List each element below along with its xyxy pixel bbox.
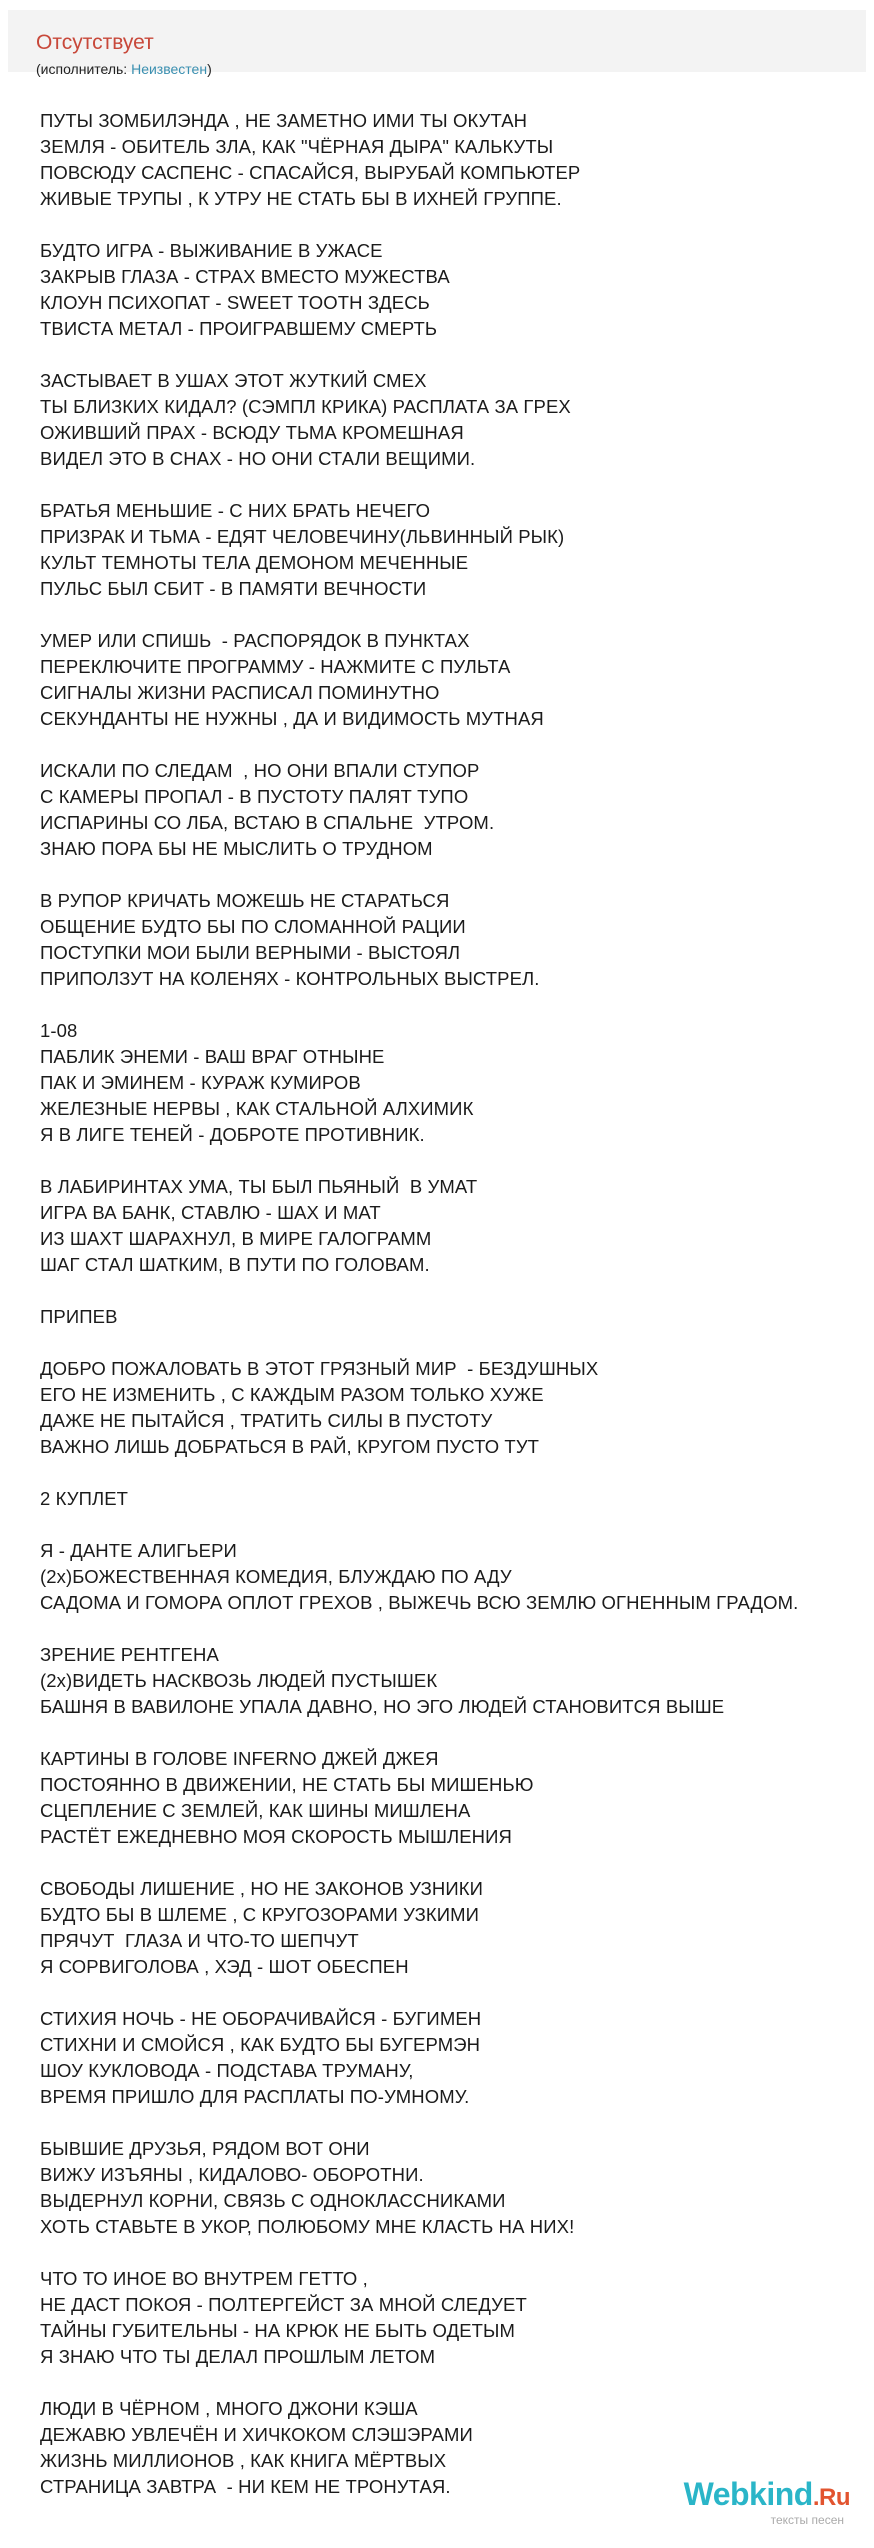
lyric-line: ВЫДЕРНУЛ КОРНИ, СВЯЗЬ С ОДНОКЛАССНИКАМИ	[40, 2190, 506, 2211]
lyric-line: (2х)ВИДЕТЬ НАСКВОЗЬ ЛЮДЕЙ ПУСТЫШЕК	[40, 1670, 438, 1691]
lyric-line: С КАМЕРЫ ПРОПАЛ - В ПУСТОТУ ПАЛЯТ ТУПО	[40, 786, 469, 807]
lyric-line: НЕ ДАСТ ПОКОЯ - ПОЛТЕРГЕЙСТ ЗА МНОЙ СЛЕДУЕТ	[40, 2294, 527, 2315]
lyric-line: ПРЯЧУТ ГЛАЗА И ЧТО-ТО ШЕПЧУТ	[40, 1930, 359, 1951]
logo-name: Webkind	[683, 2476, 813, 2512]
lyric-line: ПРИПОЛЗУТ НА КОЛЕНЯХ - КОНТРОЛЬНЫХ ВЫСТРЕЛ.	[40, 968, 540, 989]
lyric-line: ВИДЕЛ ЭТО В СНАХ - НО ОНИ СТАЛИ ВЕЩИМИ.	[40, 448, 476, 469]
lyric-line: СТИХИЯ НОЧЬ - НЕ ОБОРАЧИВАЙСЯ - БУГИМЕН	[40, 2008, 482, 2029]
lyric-line: ВРЕМЯ ПРИШЛО ДЛЯ РАСПЛАТЫ ПО-УМНОМУ.	[40, 2086, 470, 2107]
lyric-line: ЛЮДИ В ЧЁРНОМ , МНОГО ДЖОНИ КЭША	[40, 2398, 418, 2419]
lyric-line: Я В ЛИГЕ ТЕНЕЙ - ДОБРОТЕ ПРОТИВНИК.	[40, 1124, 425, 1145]
lyric-line: ДОБРО ПОЖАЛОВАТЬ В ЭТОТ ГРЯЗНЫЙ МИР - БЕЗДУШНЫХ	[40, 1358, 599, 1379]
lyric-line: РАСТЁТ ЕЖЕДНЕВНО МОЯ СКОРОСТЬ МЫШЛЕНИЯ	[40, 1826, 512, 1847]
lyric-line: ПАК И ЭМИНЕМ - КУРАЖ КУМИРОВ	[40, 1072, 361, 1093]
lyric-line: ЗЕМЛЯ - ОБИТЕЛЬ ЗЛА, КАК "ЧЁРНАЯ ДЫРА" КАЛЬКУТЫ	[40, 136, 554, 157]
lyric-line: САДОМА И ГОМОРА ОПЛОТ ГРЕХОВ , ВЫЖЕЧЬ ВСЮ ЗЕМЛЮ ОГНЕННЫМ ГРАДОМ.	[40, 1592, 799, 1613]
lyric-line: ЗАКРЫВ ГЛАЗА - СТРАХ ВМЕСТО МУЖЕСТВА	[40, 266, 450, 287]
lyric-line: СВОБОДЫ ЛИШЕНИЕ , НО НЕ ЗАКОНОВ УЗНИКИ	[40, 1878, 484, 1899]
lyric-line: КУЛЬТ ТЕМНОТЫ ТЕЛА ДЕМОНОМ МЕЧЕННЫЕ	[40, 552, 469, 573]
lyric-line: 1-08	[40, 1020, 78, 1041]
lyric-line: ПРИПЕВ	[40, 1306, 118, 1327]
lyric-line: ХОТЬ СТАВЬТЕ В УКОР, ПОЛЮБОМУ МНЕ КЛАСТЬ НА НИХ!	[40, 2216, 575, 2237]
artist-suffix: )	[207, 61, 212, 77]
lyric-stanza-gap	[40, 212, 870, 238]
lyric-stanza-gap	[40, 1330, 870, 1356]
lyric-line: ТАЙНЫ ГУБИТЕЛЬНЫ - НА КРЮК НЕ БЫТЬ ОДЕТЫМ	[40, 2320, 516, 2341]
lyric-line: ЖИЗНЬ МИЛЛИОНОВ , КАК КНИГА МЁРТВЫХ	[40, 2450, 447, 2471]
lyric-line: ШАГ СТАЛ ШАТКИМ, В ПУТИ ПО ГОЛОВАМ.	[40, 1254, 430, 1275]
lyric-line: ОБЩЕНИЕ БУДТО БЫ ПО СЛОМАННОЙ РАЦИИ	[40, 916, 466, 937]
logo-subtitle: тексты песен	[770, 2513, 844, 2527]
lyric-line: ТЫ БЛИЗКИХ КИДАЛ? (СЭМПЛ КРИКА) РАСПЛАТА ЗА ГРЕХ	[40, 396, 571, 417]
lyric-line: ИГРА ВА БАНК, СТАВЛЮ - ШАХ И МАТ	[40, 1202, 381, 1223]
lyric-line: ВАЖНО ЛИШЬ ДОБРАТЬСЯ В РАЙ, КРУГОМ ПУСТО ТУТ	[40, 1436, 540, 1457]
lyric-stanza-gap	[40, 1616, 870, 1642]
lyric-line: ЕГО НЕ ИЗМЕНИТЬ , С КАЖДЫМ РАЗОМ ТОЛЬКО ХУЖЕ	[40, 1384, 544, 1405]
lyric-line: Я СОРВИГОЛОВА , ХЭД - ШОТ ОБЕСПЕН	[40, 1956, 409, 1977]
lyric-line: В ЛАБИРИНТАХ УМА, ТЫ БЫЛ ПЬЯНЫЙ В УМАТ	[40, 1176, 478, 1197]
lyric-line: БУДТО ИГРА - ВЫЖИВАНИЕ В УЖАСЕ	[40, 240, 383, 261]
lyric-stanza-gap	[40, 1460, 870, 1486]
artist-line	[36, 62, 212, 76]
lyric-line: СТИХНИ И СМОЙСЯ , КАК БУДТО БЫ БУГЕРМЭН	[40, 2034, 481, 2055]
lyric-line: БАШНЯ В ВАВИЛОНЕ УПАЛА ДАВНО, НО ЭГО ЛЮДЕЙ СТАНОВИТСЯ ВЫШЕ	[40, 1696, 725, 1717]
lyric-line: ЗНАЮ ПОРА БЫ НЕ МЫСЛИТЬ О ТРУДНОМ	[40, 838, 433, 859]
lyric-line: ПРИЗРАК И ТЬМА - ЕДЯТ ЧЕЛОВЕЧИНУ(ЛЬВИННЫЙ РЫК)	[40, 526, 565, 547]
artist-link[interactable]: Неизвестен	[131, 61, 208, 77]
lyric-line: В РУПОР КРИЧАТЬ МОЖЕШЬ НЕ СТАРАТЬСЯ	[40, 890, 450, 911]
lyric-stanza-gap	[40, 862, 870, 888]
lyric-line: БУДТО БЫ В ШЛЕМЕ , С КРУГОЗОРАМИ УЗКИМИ	[40, 1904, 480, 1925]
lyric-line: ПУЛЬС БЫЛ СБИТ - В ПАМЯТИ ВЕЧНОСТИ	[40, 578, 427, 599]
lyric-stanza-gap	[40, 1148, 870, 1174]
lyric-stanza-gap	[40, 1512, 870, 1538]
lyric-line: 2 КУПЛЕТ	[40, 1488, 129, 1509]
lyric-line: ПОВСЮДУ САСПЕНС - СПАСАЙСЯ, ВЫРУБАЙ КОМПЬЮТЕР	[40, 162, 581, 183]
lyric-line: БРАТЬЯ МЕНЬШИЕ - С НИХ БРАТЬ НЕЧЕГО	[40, 500, 431, 521]
lyric-line: ПЕРЕКЛЮЧИТЕ ПРОГРАММУ - НАЖМИТЕ С ПУЛЬТА	[40, 656, 511, 677]
lyric-line: ПОСТОЯННО В ДВИЖЕНИИ, НЕ СТАТЬ БЫ МИШЕНЬЮ	[40, 1774, 534, 1795]
lyric-line: Я ЗНАЮ ЧТО ТЫ ДЕЛАЛ ПРОШЛЫМ ЛЕТОМ	[40, 2346, 436, 2367]
lyric-stanza-gap	[40, 342, 870, 368]
site-logo[interactable]	[660, 2478, 850, 2530]
lyric-stanza-gap	[40, 1278, 870, 1304]
lyric-line: ЖИВЫЕ ТРУПЫ , К УТРУ НЕ СТАТЬ БЫ В ИХНЕЙ ГРУППЕ.	[40, 188, 562, 209]
lyric-stanza-gap	[40, 1720, 870, 1746]
lyric-line: БЫВШИЕ ДРУЗЬЯ, РЯДОМ ВОТ ОНИ	[40, 2138, 370, 2159]
lyric-line: СЕКУНДАНТЫ НЕ НУЖНЫ , ДА И ВИДИМОСТЬ МУТНАЯ	[40, 708, 544, 729]
lyric-line: СЦЕПЛЕНИЕ С ЗЕМЛЕЙ, КАК ШИНЫ МИШЛЕНА	[40, 1800, 471, 1821]
lyric-stanza-gap	[40, 1980, 870, 2006]
lyric-stanza-gap	[40, 602, 870, 628]
lyric-line: СТРАНИЦА ЗАВТРА - НИ КЕМ НЕ ТРОНУТАЯ.	[40, 2476, 451, 2497]
song-title: Отсутствует	[36, 31, 154, 54]
lyric-stanza-gap	[40, 732, 870, 758]
lyric-line: УМЕР ИЛИ СПИШЬ - РАСПОРЯДОК В ПУНКТАХ	[40, 630, 470, 651]
lyric-line: ВИЖУ ИЗЪЯНЫ , КИДАЛОВО- ОБОРОТНИ.	[40, 2164, 424, 2185]
lyric-line: ОЖИВШИЙ ПРАХ - ВСЮДУ ТЬМА КРОМЕШНАЯ	[40, 422, 464, 443]
lyric-stanza-gap	[40, 1850, 870, 1876]
lyric-line: ЗАСТЫВАЕТ В УШАХ ЭТОТ ЖУТКИЙ СМЕХ	[40, 370, 427, 391]
lyric-stanza-gap	[40, 992, 870, 1018]
lyric-line: ПАБЛИК ЭНЕМИ - ВАШ ВРАГ ОТНЫНЕ	[40, 1046, 385, 1067]
lyric-line: ИЗ ШАХТ ШАРАХНУЛ, В МИРЕ ГАЛОГРАММ	[40, 1228, 432, 1249]
logo-wordmark	[684, 2478, 850, 2510]
lyric-line: ПУТЫ ЗОМБИЛЭНДА , НЕ ЗАМЕТНО ИМИ ТЫ ОКУТАН	[40, 110, 528, 131]
lyric-line: ИСКАЛИ ПО СЛЕДАМ , НО ОНИ ВПАЛИ СТУПОР	[40, 760, 480, 781]
lyric-stanza-gap	[40, 2370, 870, 2396]
lyric-line: СИГНАЛЫ ЖИЗНИ РАСПИСАЛ ПОМИНУТНО	[40, 682, 440, 703]
artist-prefix: (исполнитель:	[36, 61, 132, 77]
lyric-line: ЧТО ТО ИНОЕ ВО ВНУТРЕМ ГЕТТО ,	[40, 2268, 368, 2289]
logo-tld: .Ru	[812, 2484, 850, 2511]
lyric-line: ШОУ КУКЛОВОДА - ПОДСТАВА ТРУМАНУ,	[40, 2060, 414, 2081]
lyric-stanza-gap	[40, 472, 870, 498]
lyric-line: КЛОУН ПСИХОПАТ - SWEET TOOTH ЗДЕСЬ	[40, 292, 430, 313]
lyric-line: ДАЖЕ НЕ ПЫТАЙСЯ , ТРАТИТЬ СИЛЫ В ПУСТОТУ	[40, 1410, 493, 1431]
lyric-stanza-gap	[40, 2110, 870, 2136]
lyric-line: ЖЕЛЕЗНЫЕ НЕРВЫ , КАК СТАЛЬНОЙ АЛХИМИК	[40, 1098, 474, 1119]
lyric-line: ДЕЖАВЮ УВЛЕЧЁН И ХИЧКОКОМ СЛЭШЭРАМИ	[40, 2424, 473, 2445]
lyric-line: ИСПАРИНЫ СО ЛБА, ВСТАЮ В СПАЛЬНЕ УТРОМ.	[40, 812, 495, 833]
lyric-line: ЗРЕНИЕ РЕНТГЕНА	[40, 1644, 219, 1665]
lyric-stanza-gap	[40, 2240, 870, 2266]
lyric-line: Я - ДАНТЕ АЛИГЬЕРИ	[40, 1540, 237, 1561]
lyric-line: ПОСТУПКИ МОИ БЫЛИ ВЕРНЫМИ - ВЫСТОЯЛ	[40, 942, 461, 963]
lyric-line: КАРТИНЫ В ГОЛОВЕ INFERNO ДЖЕЙ ДЖЕЯ	[40, 1748, 439, 1769]
lyric-line: (2х)БОЖЕСТВЕННАЯ КОМЕДИЯ, БЛУЖДАЮ ПО АДУ	[40, 1566, 512, 1587]
lyrics-text	[40, 108, 870, 2500]
lyric-line: ТВИСТА МЕТАЛ - ПРОИГРАВШЕМУ СМЕРТЬ	[40, 318, 438, 339]
